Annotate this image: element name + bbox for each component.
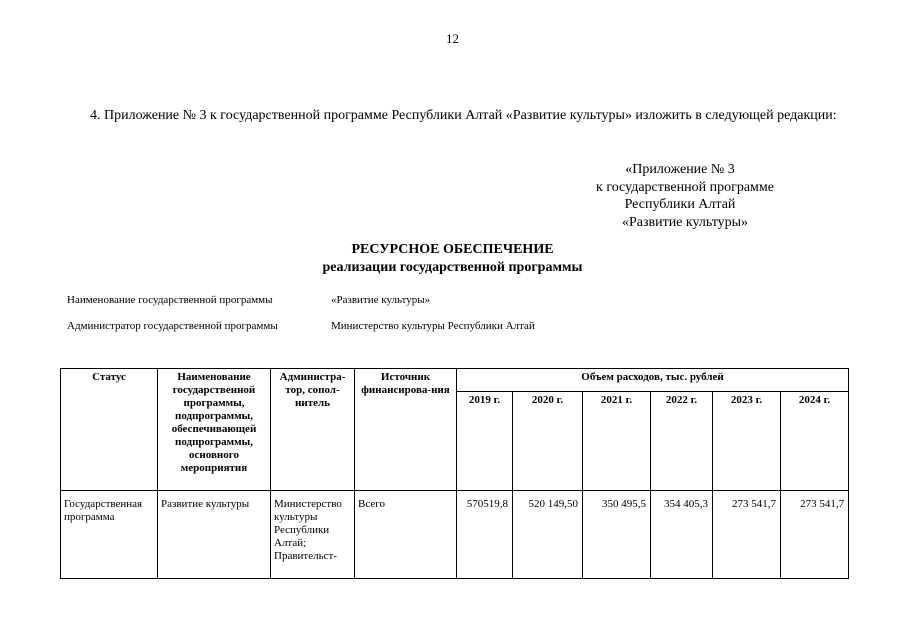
- resource-table: [60, 368, 849, 579]
- instruction-paragraph: 4. Приложение № 3 к государственной программе Республики Алтай «Развитие культуры» изложить в следующей редакции:: [90, 108, 837, 123]
- table-row: [61, 491, 849, 579]
- header-administrator: Администра-тор, сопол-нитель: [271, 369, 355, 491]
- header-year: 2019 г.: [457, 392, 513, 491]
- appendix-line-3: Республики Алтай: [624, 197, 736, 212]
- header-year: 2022 г.: [651, 392, 713, 491]
- header-year: 2021 г.: [583, 392, 651, 491]
- appendix-line-4: «Развитие культуры»: [621, 215, 749, 230]
- cell-funding-source: Всего: [355, 491, 457, 579]
- page-number: 12: [446, 31, 459, 46]
- cell-value-2023: 273 541,7: [713, 491, 781, 579]
- cell-program-name: Развитие культуры: [158, 491, 271, 579]
- header-year: 2020 г.: [513, 392, 583, 491]
- cell-value-2020: 520 149,50: [513, 491, 583, 579]
- program-name-label: Наименование государственной программы: [67, 294, 273, 306]
- header-expenses: Объем расходов, тыс. рублей: [457, 369, 849, 392]
- resource-heading-subtitle: реализации государственной программы: [322, 260, 583, 275]
- cell-status: Государственная программа: [61, 491, 158, 579]
- cell-value-2021: 350 495,5: [583, 491, 651, 579]
- header-funding-source: Источник финансирова-ния: [355, 369, 457, 491]
- cell-value-2024: 273 541,7: [781, 491, 849, 579]
- cell-administrator: Министерство культуры Республики Алтай; Правительст-: [271, 491, 355, 579]
- header-status: Статус: [61, 369, 158, 491]
- appendix-line-2: к государственной программе: [596, 180, 774, 195]
- appendix-line-1: «Приложение № 3: [625, 162, 735, 177]
- cell-value-2019: 570519,8: [457, 491, 513, 579]
- header-year: 2023 г.: [713, 392, 781, 491]
- program-admin-label: Администратор государственной программы: [67, 320, 278, 332]
- resource-heading-title: РЕСУРСНОЕ ОБЕСПЕЧЕНИЕ: [351, 242, 554, 257]
- cell-value-2022: 354 405,3: [651, 491, 713, 579]
- program-admin-value: Министерство культуры Республики Алтай: [331, 320, 535, 332]
- header-program-name: Наименование государственной программы, подпрограммы, обеспечивающей подпрограммы, основного мероприятия: [158, 369, 271, 491]
- program-name-value: «Развитие культуры»: [331, 294, 431, 306]
- header-year: 2024 г.: [781, 392, 849, 491]
